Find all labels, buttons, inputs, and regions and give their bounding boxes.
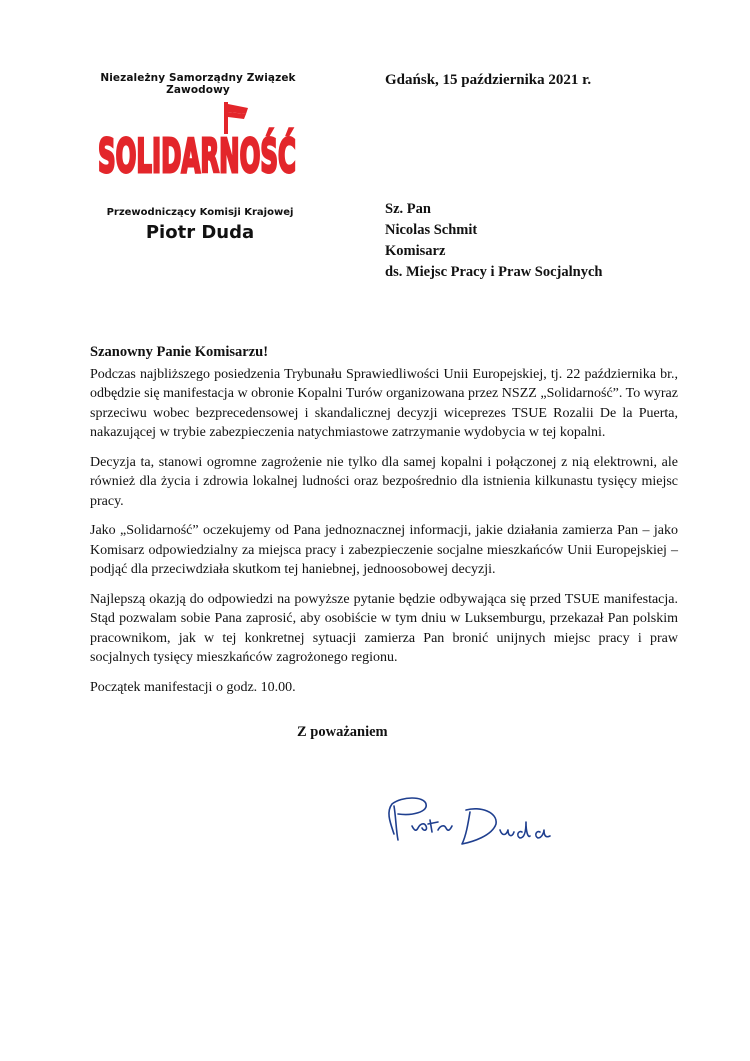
handwritten-signature [372,792,554,858]
chair-name: Piotr Duda [145,222,255,243]
recipient-line: Sz. Pan [385,201,431,217]
paragraph: Początek manifestacji o godz. 10.00. [90,679,296,695]
paragraph: Najlepszą okazją do odpowiedzi na powyższe pytanie będzie odbywająca się przed TSUE manifestacja. Stąd pozwalam sobie Pana zaprosić, aby osobiście w tym dniu w Luksemburgu, przekazał Pan polskim pracownikom, jak w tej konkretnej sytuacji zamierza Pan bronić unijnych miejsc pracy i praw socjalnych tysięcy mieszkańców zagrożonego regionu. [90,591,678,665]
salutation: Szanowny Panie Komisarzu! [90,344,269,360]
letter-date: Gdańsk, 15 października 2021 r. [385,72,592,88]
recipient-block [385,199,602,283]
logo-text: SOLIDARNOŚĆ [98,129,296,183]
recipient-line: ds. Miejsc Pracy i Praw Socjalnych [385,264,603,280]
paragraph: Jako „Solidarność” oczekujemy od Pana jednoznacznej informacji, jakie działania zamierza Pan – jako Komisarz odpowiedzialny za miejsca pracy i zabezpieczenie socjalne mieszkańców Unii Europejskiej – podjąć dla przeciwdziała skutkom tej haniebnej, jednoosobowej decyzji. [90,523,678,577]
recipient-line: Komisarz [385,243,446,259]
recipient-line: Nicolas Schmit [385,222,478,238]
solidarnosc-logo [96,102,298,186]
paragraph: Podczas najbliższego posiedzenia Trybunału Sprawiedliwości Unii Europejskiej, tj. 22 października br., odbędzie się manifestacja w obronie Kopalni Turów organizowana przez NSZZ „Solidarność”. To wyraz sprzeciwu wobec bezprecedensowej i skandalicznej decyzji wiceprezes TSUE Rozalii De la Puerta, nakazującej w trybie zabezpieczenia natychmiastowe zatrzymanie wydobycia w tej kopalni. [90,366,678,440]
paragraph: Decyzja ta, stanowi ogromne zagrożenie nie tylko dla samej kopalni i połączonej z nią elektrowni, ale również dla życia i zdrowia lokalnej ludności oraz bezpośrednio dla istnienia kilkunastu tysięcy miejsc pracy. [90,454,678,509]
union-name: Niezależny Samorządny Związek Zawodowy [100,72,296,96]
chair-title: Przewodniczący Komisji Krajowej [106,207,294,218]
closing: Z poważaniem [297,724,388,740]
letter-body [90,343,678,707]
